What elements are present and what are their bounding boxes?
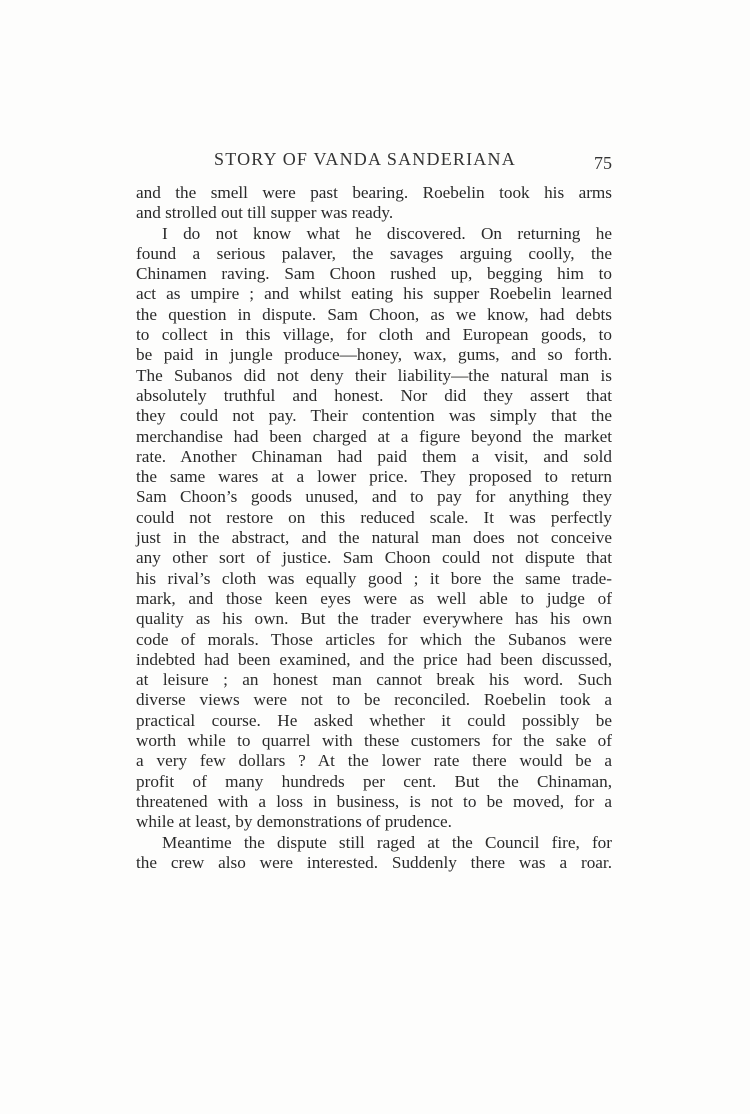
text-line: found a serious palaver, the savages arguing coolly, the <box>136 243 612 263</box>
text-line: the same wares at a lower price. They proposed to return <box>136 467 612 487</box>
text-line: merchandise had been charged at a figure beyond the market <box>136 426 612 446</box>
text-line: threatened with a loss in business, is not to be moved, for a <box>136 791 612 811</box>
text-line: and the smell were past bearing. Roebelin took his arms <box>136 183 612 202</box>
running-title: STORY OF VANDA SANDERIANA <box>214 149 516 169</box>
text-line: practical course. He asked whether it could possibly be <box>136 710 612 730</box>
text-line: be paid in jungle produce—honey, wax, gums, and so forth. <box>136 345 612 365</box>
page-number: 75 <box>594 153 612 173</box>
text-line: at leisure ; an honest man cannot break his word. Such <box>136 670 612 690</box>
text-line: Chinamen raving. Sam Choon rushed up, begging him to <box>136 264 612 284</box>
text-line: a very few dollars ? At the lower rate there would be a <box>136 751 612 771</box>
text-line: the crew also were interested. Suddenly there was a roar. <box>136 852 612 872</box>
text-line: act as umpire ; and whilst eating his supper Roebelin learned <box>136 284 612 304</box>
text-line: code of morals. Those articles for which the Subanos were <box>136 629 612 649</box>
text-line: his rival’s cloth was equally good ; it bore the same trade- <box>136 568 612 588</box>
text-line: to collect in this village, for cloth and European goods, to <box>136 325 612 345</box>
text-line: and strolled out till supper was ready. <box>136 203 394 223</box>
text-line: I do not know what he discovered. On returning he <box>162 223 612 243</box>
text-line: worth while to quarrel with these customers for the sake of <box>136 731 612 751</box>
text-line: any other sort of justice. Sam Choon could not dispute that <box>136 548 612 568</box>
body-text <box>136 183 612 873</box>
text-line: The Subanos did not deny their liability—the natural man is <box>136 365 612 385</box>
text-line: just in the abstract, and the natural man does not conceive <box>136 528 612 548</box>
text-line: while at least, by demonstrations of prudence. <box>136 812 452 832</box>
text-line: indebted had been examined, and the price had been discussed, <box>136 649 612 669</box>
running-head <box>136 147 612 177</box>
text-line: Meantime the dispute still raged at the Council fire, for <box>162 832 612 852</box>
text-line: profit of many hundreds per cent. But the Chinaman, <box>136 771 612 791</box>
text-line: the question in dispute. Sam Choon, as we know, had debts <box>136 304 612 324</box>
text-line: quality as his own. But the trader everywhere has his own <box>136 609 612 629</box>
text-line: Sam Choon’s goods unused, and to pay for anything they <box>136 487 612 507</box>
text-line: diverse views were not to be reconciled. Roebelin took a <box>136 690 612 710</box>
text-line: could not restore on this reduced scale. It was perfectly <box>136 507 612 527</box>
text-line: absolutely truthful and honest. Nor did they assert that <box>136 385 612 405</box>
text-line: they could not pay. Their contention was simply that the <box>136 406 612 426</box>
text-line: mark, and those keen eyes were as well able to judge of <box>136 588 612 608</box>
text-line: rate. Another Chinaman had paid them a visit, and sold <box>136 446 612 466</box>
